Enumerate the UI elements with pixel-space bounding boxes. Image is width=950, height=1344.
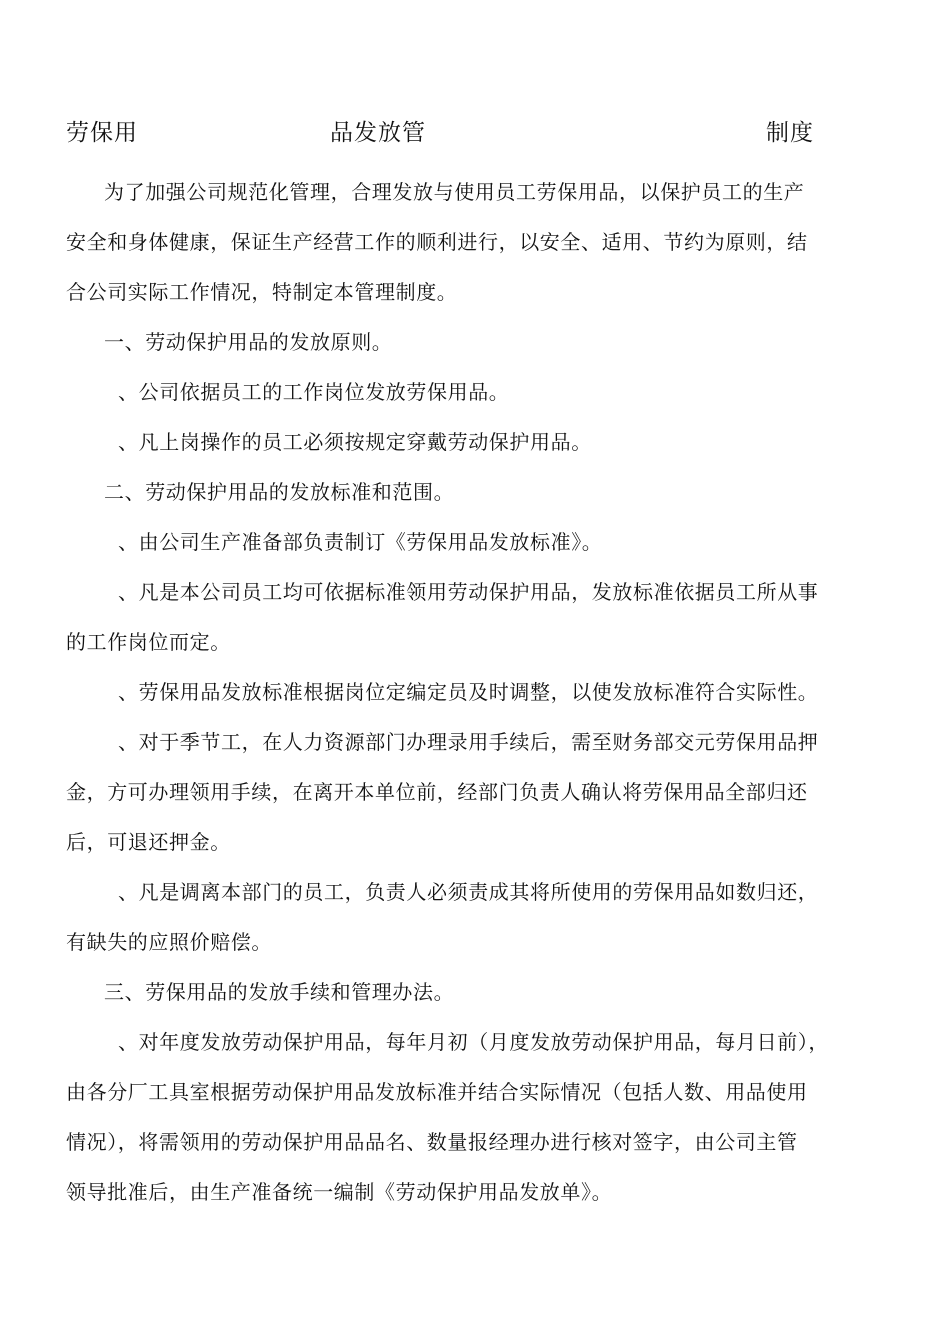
list-item-continuation: 情况），将需领用的劳动保护用品品名、数量报经理办进行核对签字，由公司主管 [66,1130,798,1154]
list-item-continuation: 由各分厂工具室根据劳动保护用品发放标准并结合实际情况（包括人数、用品使用 [66,1080,808,1104]
list-item: 、由公司生产准备部负责制订《劳保用品发放标准》。 [118,530,603,554]
list-item: 、凡是调离本部门的员工，负责人必须责成其将所使用的劳保用品如数归还， [118,880,819,904]
list-item: 、劳保用品发放标准根据岗位定编定员及时调整，以使发放标准符合实际性。 [118,680,819,704]
section-heading-3: 三、劳保用品的发放手续和管理办法。 [104,980,455,1004]
paragraph-line: 安全和身体健康，保证生产经营工作的顺利进行，以安全、适用、节约为原则，结 [66,230,808,254]
list-item-continuation: 后，可退还押金。 [66,830,231,854]
section-heading-1: 一、劳动保护用品的发放原则。 [104,330,393,354]
paragraph-line: 合公司实际工作情况，特制定本管理制度。 [66,280,458,304]
list-item: 、凡上岗操作的员工必须按规定穿戴劳动保护用品。 [118,430,592,454]
list-item-continuation: 金，方可办理领用手续，在离开本单位前，经部门负责人确认将劳保用品全部归还 [66,780,808,804]
list-item-continuation: 领导批准后，由生产准备统一编制《劳动保护用品发放单》。 [66,1180,613,1204]
list-item: 、对于季节工，在人力资源部门办理录用手续后，需至财务部交元劳保用品押 [118,730,819,754]
section-heading-2: 二、劳动保护用品的发放标准和范围。 [104,480,455,504]
list-item-continuation: 有缺失的应照价赔偿。 [66,930,272,954]
list-item: 、凡是本公司员工均可依据标准领用劳动保护用品，发放标准依据员工所从事 [118,580,819,604]
title-part-1: 劳保用 [66,120,138,146]
title-part-2: 品发放管 [330,120,426,146]
list-item-continuation: 的工作岗位而定。 [66,630,231,654]
paragraph-line: 为了加强公司规范化管理，合理发放与使用员工劳保用品，以保护员工的生产 [104,180,805,204]
list-item: 、公司依据员工的工作岗位发放劳保用品。 [118,380,510,404]
title-part-3: 制度 [766,120,814,146]
list-item: 、对年度发放劳动保护用品，每年月初（月度发放劳动保护用品，每月日前）， [118,1030,829,1054]
